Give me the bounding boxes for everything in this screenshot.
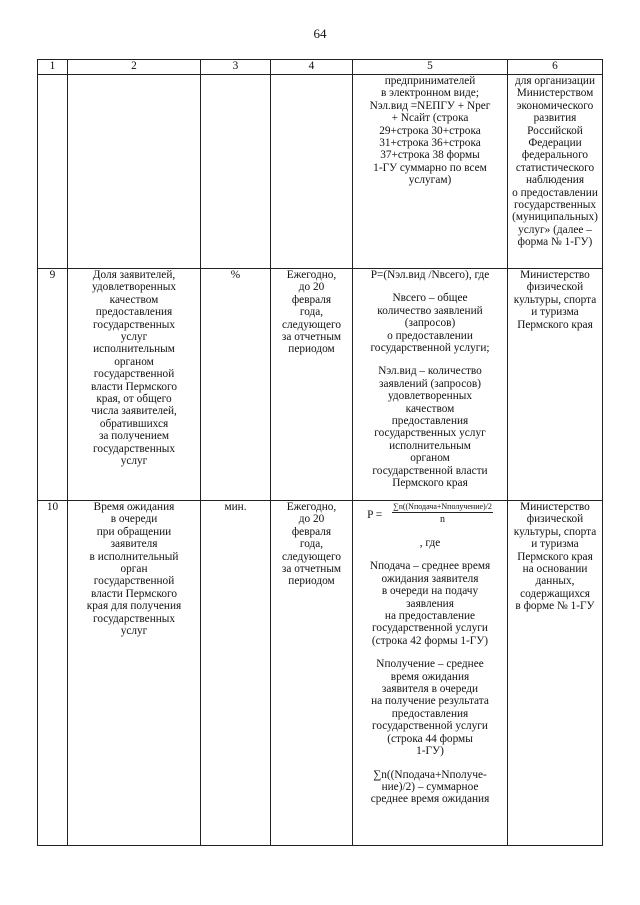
- table-row-10: [38, 501, 603, 846]
- row10-formula: [356, 502, 504, 526]
- row9-unit: %: [201, 269, 271, 501]
- row9-definition-satisfied: Nэл.вид – количество заявлений (запросов) удовлетворенных качеством предоставления государственных услуг исполнительным органом государственной власти Пермского края: [372, 365, 488, 490]
- cont-method-text: предпринимателей в электронном виде; Nэл.вид =NЕПГУ + Nрег + Nсайт (строка 29+строка 30+строка 31+строка 36+строка 37+строка 38 формы 1-ГУ суммарно по всем услугам): [353, 75, 508, 269]
- row10-definition-receipt: Nполучение – среднее время ожидания заявителя в очереди на получение результата предоставления государственной услуги (строка 44 формы 1-ГУ): [371, 658, 489, 758]
- row10-source: Министерство физической культуры, спорта и туризма Пермского края на основании данных, содержащихся в форме № 1-ГУ: [508, 501, 603, 846]
- indicator-table: [37, 59, 603, 846]
- table-row-9: [38, 269, 603, 501]
- row10-indicator: Время ожидания в очереди при обращении заявителя в исполнительный орган государственной власти Пермского края для получения государственных услуг: [68, 501, 201, 846]
- row10-period: Ежегодно, до 20 февраля года, следующего за отчетным периодом: [271, 501, 353, 846]
- row10-method: [353, 501, 508, 846]
- header-col-6: 6: [508, 60, 603, 75]
- formula-denominator: n: [440, 514, 446, 525]
- row9-source: Министерство физической культуры, спорта и туризма Пермского края: [508, 269, 603, 501]
- formula-numerator: ∑n((Nподача+Nполучение)/2: [393, 502, 492, 511]
- row10-definition-submission: Nподача – среднее время ожидания заявителя в очереди на подачу заявления на предоставление государственной услуги (строка 42 формы 1-ГУ): [369, 560, 491, 647]
- header-col-3: 3: [201, 60, 271, 75]
- cont-cell-2: [68, 75, 201, 269]
- row9-period: Ежегодно, до 20 февраля года, следующего за отчетным периодом: [271, 269, 353, 501]
- row10-where: , где: [419, 537, 441, 549]
- cont-source-text: для организации Министерством экономического развития Российской Федерации федерального статистического наблюдения о предоставлении государственных (муниципальных) услуг» (далее – форма № 1-ГУ): [508, 75, 603, 269]
- header-col-1: 1: [38, 60, 68, 75]
- formula-lhs: P =: [367, 509, 383, 521]
- row9-number: 9: [38, 269, 68, 501]
- row9-method: [353, 269, 508, 501]
- row9-indicator: Доля заявителей, удовлетворенных качеством предоставления государственных услуг исполнительным органом государственной власти Пермского края, от общего числа заявителей, обратившихся за получением государственных услуг: [68, 269, 201, 501]
- cont-cell-4: [271, 75, 353, 269]
- page-number: 64: [313, 26, 327, 41]
- header-col-4: 4: [271, 60, 353, 75]
- formula-fraction: [392, 502, 493, 526]
- cont-cell-1: [38, 75, 68, 269]
- row10-number: 10: [38, 501, 68, 846]
- row9-definition-total: Nвсего – общее количество заявлений (запросов) о предоставлении государственной услуги;: [370, 292, 490, 355]
- header-col-2: 2: [68, 60, 201, 75]
- header-row: [38, 60, 603, 75]
- continuation-row: [38, 75, 603, 269]
- row10-unit: мин.: [201, 501, 271, 846]
- row9-formula: P=(Nэл.вид /Nвсего), где: [370, 269, 490, 281]
- cont-cell-3: [201, 75, 271, 269]
- row10-definition-sum: ∑n((Nподача+Nполуче- ние)/2) – суммарное среднее время ожидания: [370, 768, 490, 806]
- header-col-5: 5: [353, 60, 508, 75]
